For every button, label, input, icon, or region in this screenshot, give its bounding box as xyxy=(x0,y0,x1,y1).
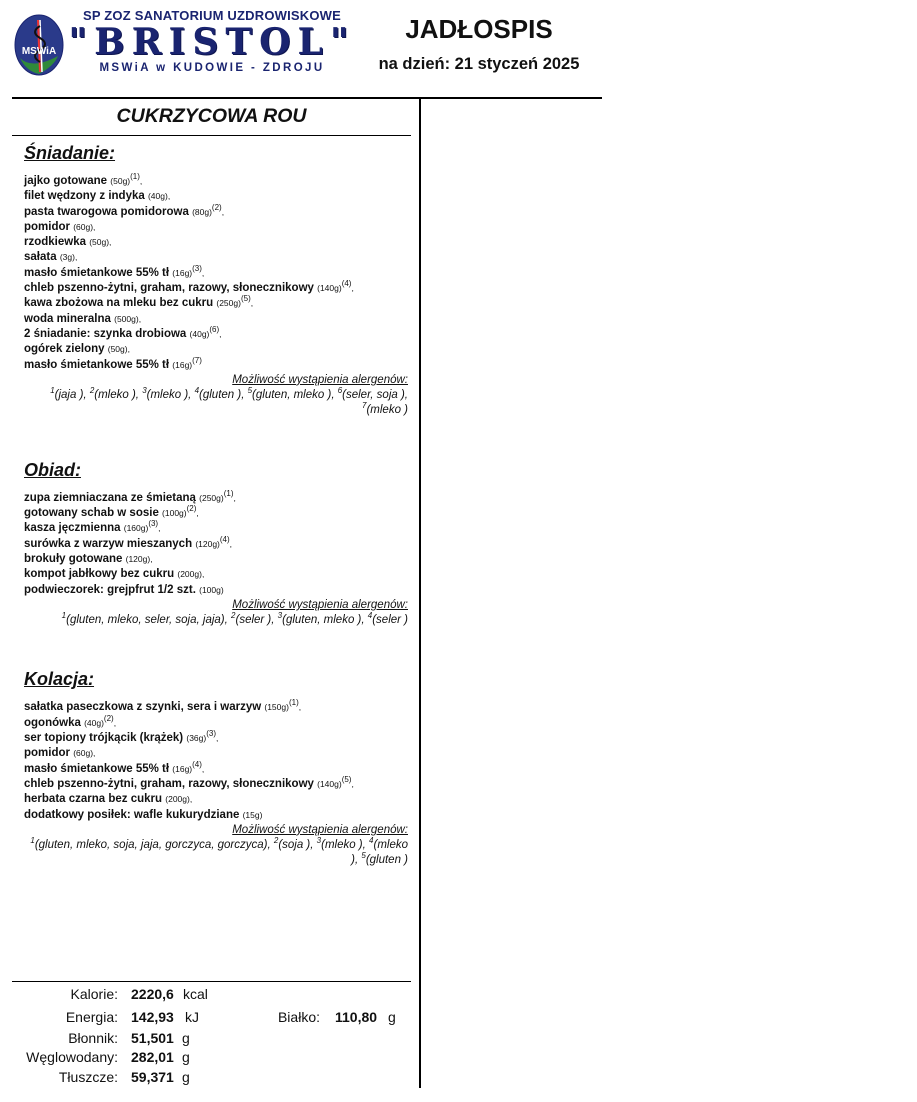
item-name: podwieczorek: grejpfrut 1/2 szt. xyxy=(24,583,196,596)
item-name: filet wędzony z indyka xyxy=(24,190,148,203)
meal-heading-breakfast: Śniadanie: xyxy=(24,143,116,163)
item-name: kompot jabłkowy bez cukru xyxy=(24,568,175,581)
allergen-text: (jaja ) xyxy=(54,388,84,401)
item-name: kasza jęczmienna xyxy=(24,522,121,535)
item-separator: , xyxy=(215,733,219,744)
meal-items-dinner xyxy=(24,700,408,822)
menu-item xyxy=(24,342,408,357)
item-weight: (16g) xyxy=(172,359,193,370)
item-name: masło śmietankowe 55% tł xyxy=(24,762,170,775)
item-separator: , xyxy=(201,569,205,580)
allergen-title-breakfast: Możliwość wystąpienia alergenów: xyxy=(232,373,408,386)
menu-item xyxy=(24,506,408,521)
allergen-text: (seler ) xyxy=(372,613,408,626)
allergen-number: 4 xyxy=(369,835,374,845)
item-separator: , xyxy=(196,508,199,519)
org-block xyxy=(66,8,358,75)
item-name: 2 śniadanie: szynka drobiowa xyxy=(24,327,190,340)
item-name: woda mineralna xyxy=(24,312,111,325)
allergen-number: 2 xyxy=(273,835,279,845)
header-divider xyxy=(12,97,602,99)
item-separator: , xyxy=(351,283,354,294)
item-weight: (80g) xyxy=(192,206,212,217)
item-allergen-ref: (3) xyxy=(148,519,159,529)
item-allergen-ref: (5) xyxy=(240,294,251,304)
item-name: pasta twarogowa pomidorowa xyxy=(24,205,189,218)
item-separator: , xyxy=(150,554,153,565)
fiber-unit: g xyxy=(182,1030,190,1046)
menu-item xyxy=(24,355,408,373)
calories-value: 2220,6 xyxy=(131,986,174,1002)
item-allergen-ref: (3) xyxy=(192,263,202,273)
energy-label: Energia: xyxy=(65,1009,118,1025)
item-name: masło śmietankowe 55% tł xyxy=(24,358,170,371)
carbs-label: Węglowodany: xyxy=(26,1049,118,1065)
item-weight: (3g) xyxy=(59,252,75,263)
item-separator: , xyxy=(201,267,205,278)
item-separator: , xyxy=(74,252,78,263)
allergen-number: 4 xyxy=(194,385,200,395)
item-separator: , xyxy=(233,492,236,503)
menu-item xyxy=(24,713,408,731)
item-separator: , xyxy=(221,206,225,217)
item-name: ogórek zielony xyxy=(24,343,105,356)
menu-item xyxy=(24,281,408,296)
allergen-text: (mleko ) xyxy=(146,388,189,401)
item-weight: (50g) xyxy=(107,344,128,355)
item-weight: (16g) xyxy=(172,267,193,278)
item-separator: , xyxy=(219,328,222,339)
carbs-unit: g xyxy=(182,1049,190,1065)
item-separator: , xyxy=(167,191,171,202)
allergen-number: 2 xyxy=(89,385,95,395)
item-name: chleb pszenno-żytni, graham, razowy, słonecznikowy xyxy=(24,282,314,295)
meal-heading-lunch: Obiad: xyxy=(24,459,81,480)
allergen-text: (gluten, mleko, soja, jaja, gorczyca, gorczyca) xyxy=(34,838,268,851)
item-weight: (120g) xyxy=(195,538,220,549)
column-divider xyxy=(419,99,421,1088)
item-allergen-ref: (6) xyxy=(209,324,220,334)
allergen-text: (mleko ) xyxy=(351,838,408,867)
allergen-number: 1 xyxy=(30,835,35,845)
item-weight: (16g) xyxy=(172,763,193,774)
energy-unit: kJ xyxy=(185,1009,199,1025)
meal-lunch xyxy=(22,459,408,629)
org-subtitle: MSWiA w KUDOWIE - ZDROJU xyxy=(99,62,325,74)
item-separator: , xyxy=(139,176,143,186)
allergen-title-dinner: Możliwość wystąpienia alergenów: xyxy=(232,823,408,836)
menu-item xyxy=(24,700,408,715)
calories-unit: kcal xyxy=(183,986,208,1002)
item-weight: (60g) xyxy=(73,748,94,759)
allergen-text: (gluten ) xyxy=(365,854,408,867)
allergen-text: (seler ) xyxy=(235,613,272,626)
menu-item xyxy=(24,324,408,342)
allergen-title-lunch: Możliwość wystąpienia alergenów: xyxy=(232,598,408,611)
item-name: dodatkowy posiłek: wafle kukurydziane xyxy=(24,808,240,821)
item-name: ser topiony trójkącik (krążek) xyxy=(24,732,184,745)
item-separator: , xyxy=(250,298,254,309)
fiber-value: 51,501 xyxy=(131,1030,174,1046)
item-weight: (140g) xyxy=(317,778,342,789)
allergen-text: (gluten, mleko, seler, soja, jaja) xyxy=(66,613,225,626)
item-separator: , xyxy=(127,344,130,355)
item-allergen-ref: (4) xyxy=(192,759,202,769)
menu-item xyxy=(24,534,408,552)
item-separator: , xyxy=(158,523,161,534)
menu-item xyxy=(24,521,408,536)
allergen-text: (gluten, mleko ) xyxy=(252,388,332,401)
item-name: sałata xyxy=(24,251,57,264)
allergen-number: 3 xyxy=(277,610,283,620)
item-allergen-ref: (1) xyxy=(288,698,299,708)
item-weight: (120g) xyxy=(125,554,151,565)
item-weight: (500g) xyxy=(114,313,139,324)
fat-value: 59,371 xyxy=(131,1069,174,1085)
item-name: rzodkiewka xyxy=(24,236,86,249)
fat-label: Tłuszcze: xyxy=(58,1069,118,1085)
allergen-text: (mleko ) xyxy=(321,838,363,851)
allergen-text: (gluten ) xyxy=(199,388,242,401)
item-name: pomidor xyxy=(24,220,70,233)
menu-item xyxy=(24,552,408,567)
meal-breakfast xyxy=(22,142,408,419)
item-name: sałatka paseczkowa z szynki, sera i warzyw xyxy=(24,701,262,714)
item-weight: (160g) xyxy=(123,523,149,534)
item-weight: (250g) xyxy=(216,298,241,309)
item-allergen-ref: (3) xyxy=(206,729,216,739)
item-weight: (60g) xyxy=(73,221,94,232)
allergen-list-lunch: $^1$(gluten, mleko, seler, soja, jaja), $^2$(seler ), $^3$(gluten, mleko ), $^4$(seler ) xyxy=(61,610,408,626)
fat-unit: g xyxy=(182,1069,190,1085)
item-separator: , xyxy=(229,538,233,549)
item-name: brokuły gotowane xyxy=(24,553,123,566)
item-name: herbata czarna bez cukru xyxy=(24,793,163,806)
menu-item xyxy=(24,583,408,598)
item-weight: (40g) xyxy=(147,191,168,202)
meal-items-lunch xyxy=(24,488,408,598)
allergen-text: (seler, soja ) xyxy=(342,388,405,401)
item-weight: (250g) xyxy=(199,492,224,503)
menu-item xyxy=(24,488,408,506)
menu-item xyxy=(24,808,408,823)
allergen-number: 3 xyxy=(316,835,322,845)
allergen-number: 1 xyxy=(61,610,67,620)
menu-item xyxy=(24,731,408,746)
allergen-text: (mleko ) xyxy=(366,404,408,417)
document-title: JADŁOSPIS xyxy=(405,14,553,44)
meal-heading-dinner: Kolacja: xyxy=(24,669,95,690)
item-separator: , xyxy=(298,702,302,713)
item-name: chleb pszenno-żytni, graham, razowy, słonecznikowy xyxy=(24,777,314,790)
item-allergen-ref: (2) xyxy=(211,202,222,212)
allergen-number: 5 xyxy=(361,851,366,861)
item-separator: , xyxy=(93,221,96,232)
protein-label: Białko: xyxy=(277,1009,320,1025)
item-weight: (200g) xyxy=(177,569,202,580)
menu-item xyxy=(24,567,408,582)
menu-item xyxy=(24,235,408,250)
item-weight: (140g) xyxy=(317,283,342,294)
item-weight: (200g) xyxy=(165,794,190,805)
item-separator: , xyxy=(109,237,112,248)
allergen-number: 1 xyxy=(50,385,55,395)
menu-column xyxy=(22,142,408,869)
item-allergen-ref: (2) xyxy=(103,713,114,723)
item-allergen-ref: (4) xyxy=(341,279,352,289)
diet-title-divider xyxy=(12,135,411,136)
menu-item xyxy=(24,250,408,265)
document-date: na dzień: 21 styczeń 2025 xyxy=(378,55,580,73)
allergen-number: 5 xyxy=(247,385,253,395)
item-name: ogonówka xyxy=(24,716,81,729)
logo-text: MSWiA xyxy=(21,46,57,57)
allergen-text: (gluten, mleko ) xyxy=(282,613,362,626)
org-top-line: SP ZOZ SANATORIUM UZDROWISKOWE xyxy=(82,8,342,23)
item-weight: (15g) xyxy=(242,809,263,820)
menu-item xyxy=(24,774,408,792)
allergen-number: 7 xyxy=(362,401,367,411)
allergen-number: 2 xyxy=(231,610,236,620)
item-allergen-ref: (1) xyxy=(130,172,140,181)
diet-name: CUKRZYCOWA ROU xyxy=(116,105,307,127)
item-separator: , xyxy=(189,794,193,805)
item-separator: , xyxy=(113,717,117,728)
fiber-label: Błonnik: xyxy=(68,1030,118,1046)
meal-dinner xyxy=(22,668,408,868)
menu-item xyxy=(24,296,408,311)
item-name: jajko gotowane xyxy=(24,175,108,187)
menu-item xyxy=(24,220,408,235)
item-allergen-ref: (4) xyxy=(219,534,230,544)
allergen-list-dinner: $^1$(gluten, mleko, soja, jaja, gorczyca, gorczyca), $^2$(soja ), $^3$(mleko ), $^4$(mleko ), $^5$(gluten ) xyxy=(30,835,408,867)
menu-item xyxy=(24,174,408,189)
item-allergen-ref: (1) xyxy=(223,488,234,498)
item-name: surówka z warzyw mieszanych xyxy=(24,537,193,550)
item-weight: (100g) xyxy=(162,508,187,519)
item-weight: (50g) xyxy=(110,176,131,186)
protein-value: 110,80 xyxy=(335,1009,378,1025)
item-allergen-ref: (5) xyxy=(341,774,352,784)
item-weight: (40g) xyxy=(189,328,210,339)
allergen-number: 4 xyxy=(367,610,373,620)
menu-item xyxy=(24,792,408,807)
allergen-number: 3 xyxy=(142,385,147,395)
energy-value: 142,93 xyxy=(131,1009,174,1025)
allergen-list-breakfast: $^1$(jaja ), $^2$(mleko ), $^3$(mleko ), $^4$(gluten ), $^5$(gluten, mleko ), $^6$(seler, soja ), $^7$(mleko ) xyxy=(50,385,408,417)
allergen-number: 6 xyxy=(337,385,343,395)
item-separator: , xyxy=(351,778,354,789)
item-weight: (150g) xyxy=(264,702,289,713)
item-separator: , xyxy=(93,748,96,759)
allergen-text: (mleko ) xyxy=(94,388,136,401)
item-name: kawa zbożowa na mleku bez cukru xyxy=(24,297,214,310)
meal-items-breakfast xyxy=(24,174,408,373)
item-name: gotowany schab w sosie xyxy=(24,507,159,520)
item-separator: , xyxy=(138,313,142,324)
mswia-logo xyxy=(14,14,64,76)
item-name: zupa ziemniaczana ze śmietaną xyxy=(24,491,196,504)
item-allergen-ref: (2) xyxy=(186,504,197,514)
item-name: pomidor xyxy=(24,747,70,760)
menu-item xyxy=(24,202,408,220)
item-allergen-ref: (7) xyxy=(192,355,202,365)
calories-label: Kalorie: xyxy=(70,986,118,1002)
org-name: "BRISTOL" xyxy=(68,21,356,63)
item-name: masło śmietankowe 55% tł xyxy=(24,266,170,279)
allergen-text: (soja ) xyxy=(278,838,311,851)
item-separator: , xyxy=(201,763,205,774)
carbs-value: 282,01 xyxy=(131,1049,174,1065)
item-weight: (100g) xyxy=(199,584,224,595)
menu-item xyxy=(24,746,408,761)
nutrition-divider xyxy=(12,981,411,982)
item-weight: (36g) xyxy=(186,733,207,744)
protein-unit: g xyxy=(388,1009,396,1025)
item-weight: (50g) xyxy=(89,237,110,248)
item-weight: (40g) xyxy=(84,717,104,728)
